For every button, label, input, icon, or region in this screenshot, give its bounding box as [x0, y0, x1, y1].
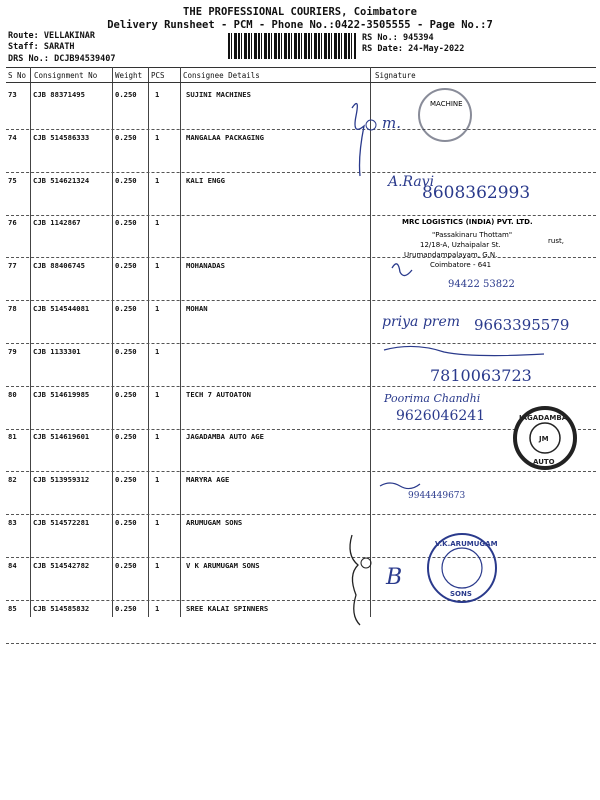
rs-date-value: 24-May-2022 [408, 44, 465, 54]
row-weight: 0.250 [115, 346, 137, 356]
row-sno: 78 [8, 304, 17, 313]
route-value: VELLAKINAR [43, 31, 96, 41]
row-weight: 0.250 [115, 560, 137, 570]
row-sno: 73 [8, 90, 17, 99]
row-consignee: V K ARUMUGAM SONS [186, 560, 260, 570]
col-header-consignment: Consignment No [34, 71, 98, 80]
row-sno: 82 [8, 475, 17, 485]
row-weight: 0.250 [115, 132, 137, 142]
vk-stamp-bottom: SONS [450, 590, 472, 598]
row-sno: 83 [8, 518, 17, 527]
row-consignee: SREE KALAI SPINNERS [186, 603, 269, 613]
mrc-stamp-extra: rust, [548, 237, 564, 245]
row-consignment-no: CJB 514586333 [33, 132, 90, 142]
signature-row80: Poorima Chandhi [384, 392, 481, 405]
col-header-weight: Weight [115, 71, 143, 80]
row-sno: 85 [8, 603, 17, 613]
row-consignee: JAGADAMBA AUTO AGE [186, 432, 264, 442]
row-consignment-no: CJB 514544081 [33, 304, 90, 313]
signature-row75: A.Ravi [388, 174, 435, 190]
row-pcs: 1 [155, 346, 160, 356]
row-consignee: MARYRA AGE [186, 475, 230, 485]
phone-row82: 9944449673 [408, 491, 466, 501]
bracket-mark [352, 104, 364, 177]
circle-mark [366, 120, 376, 130]
row-consignee: TECH 7 AUTOATON [186, 389, 251, 399]
row-consignment-no: CJB 514619985 [33, 389, 90, 399]
row-pcs: 1 [155, 132, 160, 142]
route-label: Route: [8, 31, 39, 41]
circle-mark [361, 558, 371, 568]
row-weight: 0.250 [115, 218, 137, 228]
phone-row78: 9663395579 [474, 316, 570, 334]
col-header-sno: S No [8, 71, 27, 80]
row-pcs: 1 [155, 518, 160, 527]
row-consignee: MOHAN [186, 304, 208, 313]
row-pcs: 1 [155, 475, 160, 485]
row-consignment-no: CJB 514619601 [33, 432, 90, 442]
runsheet-subtitle: Delivery Runsheet - PCM - Phone No.:0422-3505555 - Page No.:7 [107, 19, 493, 31]
row-weight: 0.250 [115, 432, 137, 442]
rs-no-value: 945394 [402, 33, 434, 43]
signature-row77 [392, 264, 412, 276]
phone-row75: 8608362993 [422, 183, 531, 203]
rs-date-label: RS Date: [362, 44, 403, 54]
col-header-signature: Signature [375, 71, 416, 80]
vk-arumugam-stamp-inner [442, 548, 482, 588]
row-consignment-no: CJB 1133301 [33, 346, 81, 356]
row-pcs: 1 [155, 560, 160, 570]
row-pcs: 1 [155, 432, 160, 442]
row-consignee: MOHANADAS [186, 261, 225, 271]
rs-no-label: RS No.: [362, 33, 398, 43]
row-sno: 80 [8, 389, 17, 399]
mrc-stamp-line3: Urumandampalayam, G.N. [404, 251, 498, 259]
vk-stamp-top: V.K.ARUMUGAM [435, 540, 498, 548]
phone-row79: 7810063723 [430, 366, 532, 385]
signature-row82 [380, 483, 420, 489]
phone-row80: 9626046241 [396, 408, 486, 424]
row-consignee: SUJINI MACHINES [186, 90, 251, 99]
drs-value: DCJB94539407 [54, 54, 116, 64]
signature-row79 [384, 346, 544, 355]
row-consignment-no: CJB 514542782 [33, 560, 90, 570]
row-pcs: 1 [155, 603, 160, 613]
row-sno: 75 [8, 175, 17, 185]
row-pcs: 1 [155, 261, 160, 271]
row-consignment-no: CJB 513959312 [33, 475, 90, 485]
machines-stamp-text: MACHINE [430, 100, 463, 108]
row-pcs: 1 [155, 90, 160, 99]
signature-row78: priya prem [382, 314, 461, 330]
staff-value: SARATH [43, 42, 75, 52]
row-pcs: 1 [155, 389, 160, 399]
bracket-mark [350, 535, 360, 625]
row-weight: 0.250 [115, 518, 137, 527]
row-sno: 77 [8, 261, 17, 271]
row-sno: 84 [8, 560, 17, 570]
row-sno: 74 [8, 132, 17, 142]
row-consignee: MANGALAA PACKAGING [186, 132, 264, 142]
col-header-consignee: Consignee Details [183, 71, 260, 80]
mrc-stamp-line2: 12/18-A, Uzhaipalar St. [420, 241, 501, 249]
row-pcs: 1 [155, 175, 160, 185]
row-consignment-no: CJB 88406745 [33, 261, 85, 271]
row-weight: 0.250 [115, 175, 137, 185]
row-consignment-no: CJB 514572281 [33, 518, 90, 527]
row-weight: 0.250 [115, 304, 137, 313]
row-consignment-no: CJB 1142867 [33, 218, 81, 228]
jagadamba-stamp-top: JAGADAMBA [519, 414, 568, 422]
row-weight: 0.250 [115, 90, 137, 99]
col-header-pcs: PCS [151, 71, 165, 80]
row-consignee: KALI ENGG [186, 175, 225, 185]
row-weight: 0.250 [115, 389, 137, 399]
drs-label: DRS No.: [8, 54, 49, 64]
jagadamba-stamp-center: JM [539, 435, 549, 443]
row-sno: 81 [8, 432, 17, 442]
mrc-stamp-line4: Coimbatore - 641 [430, 261, 492, 269]
jagadamba-stamp-bottom: AUTO [533, 458, 555, 466]
signature-row73: m. [382, 114, 401, 132]
runsheet-title: THE PROFESSIONAL COURIERS, Coimbatore [183, 6, 417, 18]
row-consignment-no: CJB 88371495 [33, 90, 85, 99]
row-consignee: ARUMUGAM SONS [186, 518, 243, 527]
row-weight: 0.250 [115, 261, 137, 271]
row-consignment-no: CJB 514585832 [33, 603, 90, 613]
signature-row84: B [386, 565, 403, 590]
row-sno: 76 [8, 218, 17, 228]
row-pcs: 1 [155, 304, 160, 313]
staff-label: Staff: [8, 42, 39, 52]
row-pcs: 1 [155, 218, 160, 228]
mrc-stamp-name: MRC LOGISTICS (INDIA) PVT. LTD. [402, 218, 533, 226]
phone-row77: 94422 53822 [448, 279, 515, 290]
mrc-stamp-line1: "Passakinaru Thottam" [432, 231, 513, 239]
row-weight: 0.250 [115, 603, 137, 613]
row-weight: 0.250 [115, 475, 137, 485]
row-sno: 79 [8, 346, 17, 356]
machines-stamp [419, 89, 471, 141]
row-consignment-no: CJB 514621324 [33, 175, 90, 185]
